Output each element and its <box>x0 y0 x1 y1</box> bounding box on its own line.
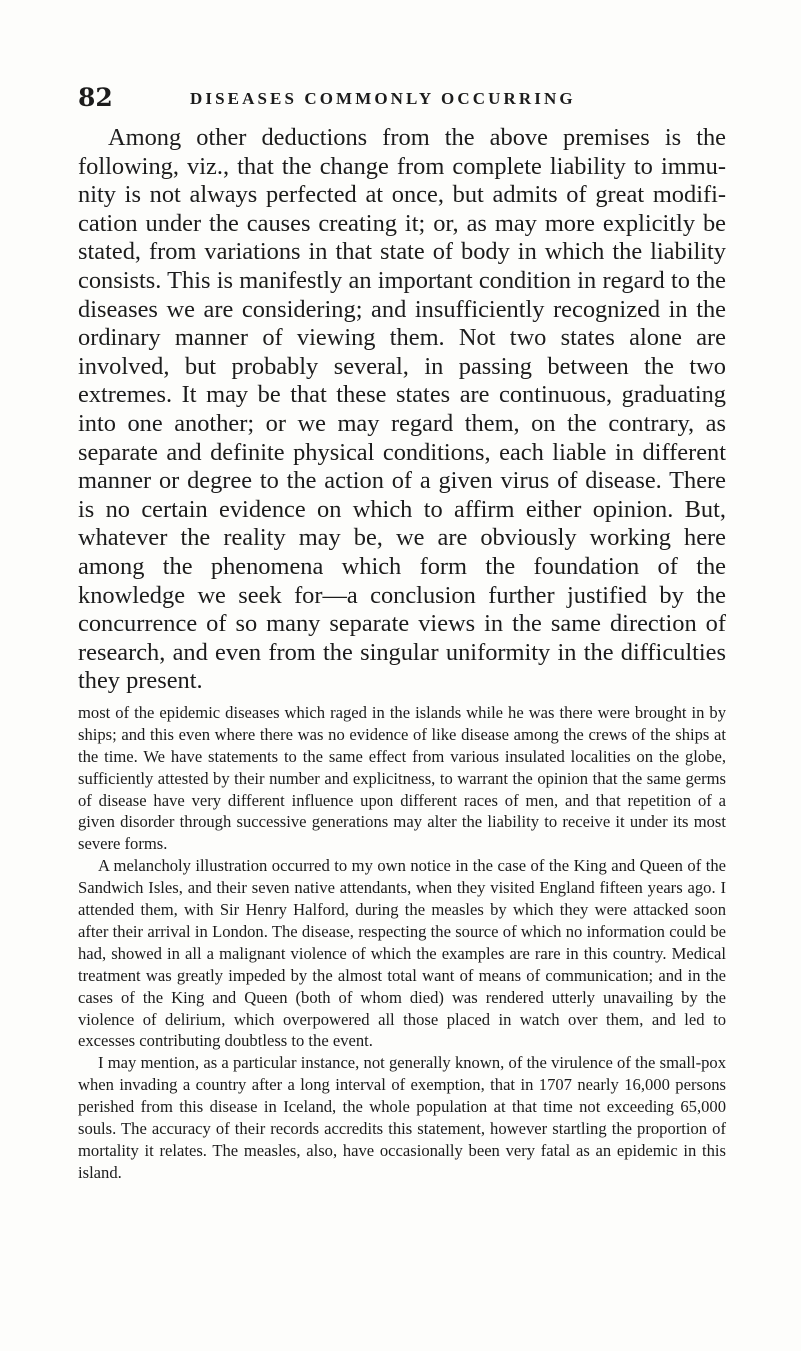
footnote-continuation: most of the epidemic diseases which raged in the islands while he was there were brought in by ships; and this even where there was no evidence of like disease among the crews of the ships at the time. We have statements to the same effect from various insulated localities on the globe, sufficiently attested by their number and explicitness, to warrant the opinion that the same germs of disease have very different influence upon different races of men, and that repetition of a given disorder through successive generations may alter the liability to receive it under its most severe forms. <box>78 702 726 854</box>
page-number: 82 <box>78 83 113 112</box>
running-title: DISEASES COMMONLY OCCURRING <box>190 89 576 108</box>
footnote-small-pox: I may mention, as a particular instance, not generally known, of the virulence of the small-pox when invading a country after a long interval of exemption, that in 1707 nearly 16,000 persons perished from this disease in Iceland, the whole population at that time not exceeding 65,000 souls. The accuracy of their records accredits this statement, however startling the proportion of mortality it relates. The measles, also, have occasionally been very fatal as an epidemic in this island. <box>78 1053 726 1182</box>
footnote-sandwich-isles: A melancholy illustration occurred to my own notice in the case of the King and Queen of the Sandwich Isles, and their seven native attendants, when they visited England fifteen years ago. I attended them, with Sir Henry Halford, during the measles by which they were attacked soon after their arrival in London. The disease, respecting the source of which no information could be had, showed in all a malignant violence of which the examples are rare in this country. Medical treatment was greatly impeded by the almost total want of means of communication; and in the cases of the King and Queen (both of whom died) was rendered utterly unavailing by the violence of delirium, which overpowered all those placed in watch over them, and led to excesses contributing doubtless to the event. <box>78 856 726 1051</box>
body-text <box>78 124 726 1184</box>
main-paragraph: Among other deductions from the above premises is the following, viz., that the change from complete liability to immunity is not always perfected at once, but admits of great modification under the causes creating it; or, as may more explicitly be stated, from variations in that state of body in which the liability consists. This is manifestly an important condition in regard to the diseases we are considering; and insufficiently recognized in the ordinary manner of viewing them. Not two states alone are involved, but probably several, in passing between the two extremes. It may be that these states are continuous, graduating into one another; or we may regard them, on the contrary, as separate and definite physical conditions, each liable in different manner or degree to the action of a given virus of disease. There is no certain evidence on which to affirm either opinion. But, whatever the reality may be, we are obviously working here among the phenomena which form the foundation of the knowledge we seek for—a conclusion further justified by the concurrence of so many separate views in the same direction of research, and even from the singular uniformity in the difficulties they present. <box>78 124 726 695</box>
running-head <box>78 84 718 112</box>
footnote-block <box>78 702 726 1184</box>
